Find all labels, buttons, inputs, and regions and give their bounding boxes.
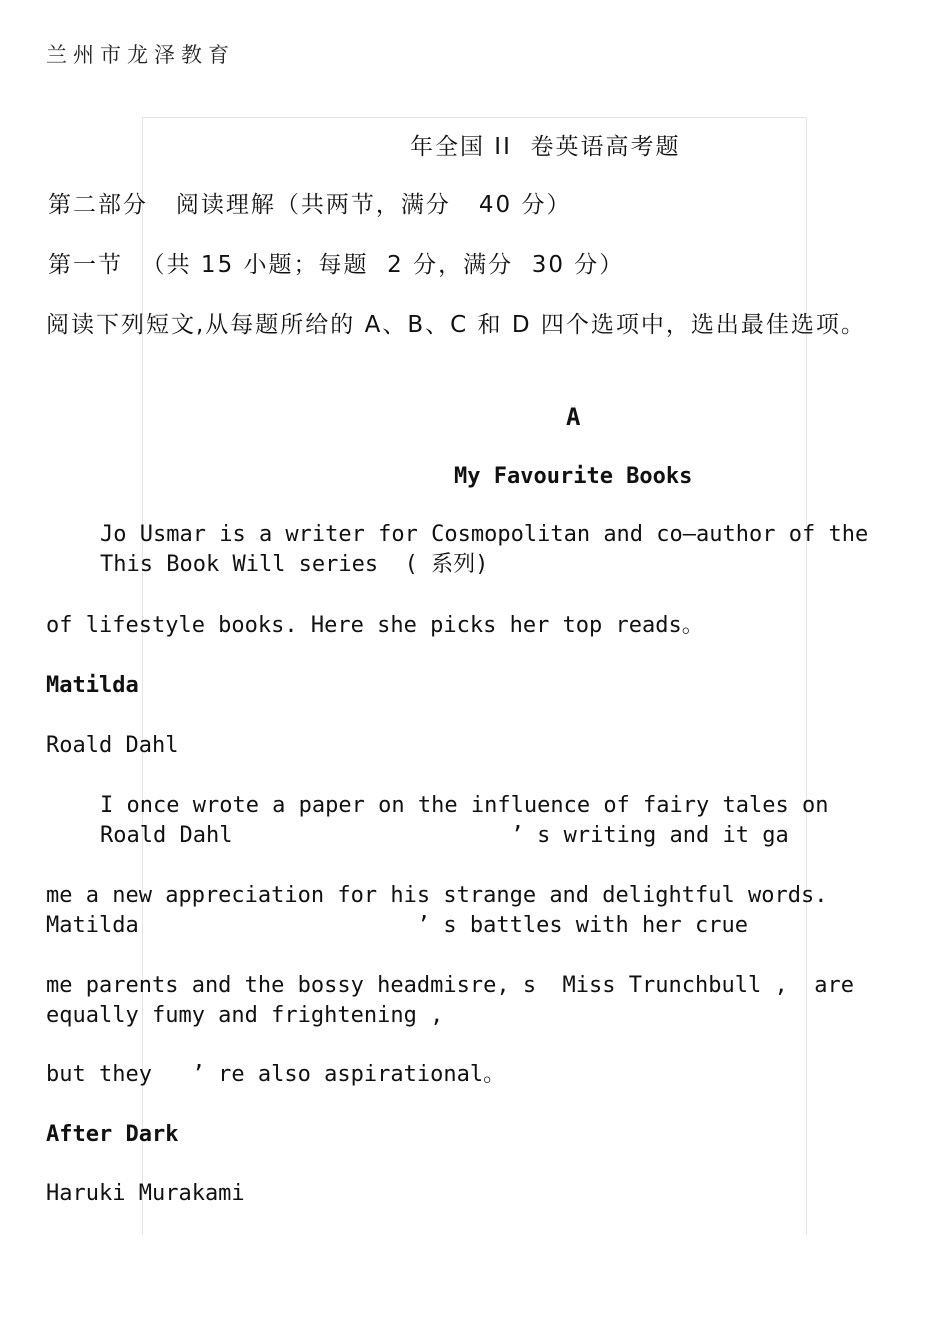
review-line: me a new appreciation for his strange and delightful words. xyxy=(46,883,828,908)
instructions: 阅读下列短文,从每题所给的 A、B、C 和 D 四个选项中，选出最佳选项。 xyxy=(46,312,866,338)
book-author: Haruki Murakami xyxy=(46,1181,245,1206)
book-title: After Dark xyxy=(46,1122,179,1147)
passage-title: My Favourite Books xyxy=(454,464,693,489)
intro-line: of lifestyle books. Here she picks her top reads。 xyxy=(46,613,704,638)
review-line: Roald Dahl ’ s writing and it ga xyxy=(100,823,789,848)
review-line: Matilda ’ s battles with her crue xyxy=(46,913,748,938)
intro-line: Jo Usmar is a writer for Cosmopolitan and co—author of the xyxy=(100,522,869,547)
intro-line: This Book Will series ( 系列) xyxy=(100,552,489,577)
review-line: me parents and the bossy headmisre, s Miss Trunchbull , are xyxy=(46,973,854,998)
book-title: Matilda xyxy=(46,673,139,698)
exam-title: 年全国 II 卷英语高考题 xyxy=(410,134,681,160)
review-line: equally fumy and frightening , xyxy=(46,1003,444,1028)
part-two-heading: 第二部分 阅读理解（共两节，满分 40 分） xyxy=(48,192,572,218)
organization-header: 兰州市龙泽教育 xyxy=(46,43,235,67)
section-one-heading: 第一节 （共 15 小题；每题 2 分，满分 30 分） xyxy=(48,252,625,278)
review-line: I once wrote a paper on the influence of fairy tales on xyxy=(100,793,829,818)
passage-letter: A xyxy=(566,403,581,431)
book-author: Roald Dahl xyxy=(46,733,179,758)
review-line: but they ’ re also aspirational。 xyxy=(46,1062,506,1087)
